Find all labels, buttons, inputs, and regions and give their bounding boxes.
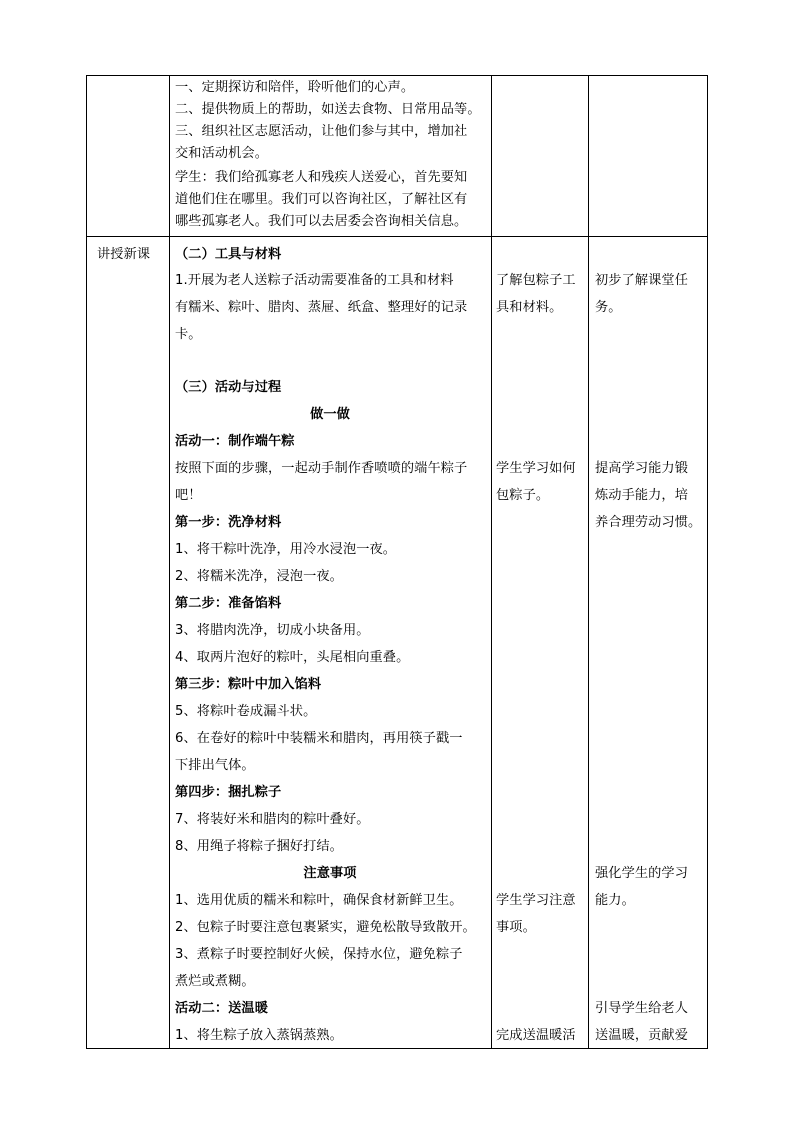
design-intent-line: 务。 — [595, 300, 622, 315]
content-line: 1、将干粽叶洗净，用冷水浸泡一夜。 — [175, 542, 397, 557]
content-line: 1、将生粽子放入蒸锅蒸熟。 — [175, 1028, 343, 1043]
centered-heading: 做一做 — [310, 407, 350, 422]
centered-heading: 注意事项 — [303, 866, 357, 881]
content-line: 1.开展为老人送粽子活动需要准备的工具和材料 — [175, 273, 454, 288]
content-line: 吧！ — [175, 488, 202, 503]
design-intent-line: 引导学生给老人 — [595, 1001, 689, 1016]
content-line: 7、将装好米和腊肉的粽叶叠好。 — [175, 812, 370, 827]
step-title: 第四步：捆扎粽子 — [175, 785, 282, 800]
content-line: 二、提供物质上的帮助，如送去食物、日常用品等。 — [175, 102, 481, 117]
content-line: 哪些孤寡老人。我们可以去居委会咨询相关信息。 — [175, 214, 468, 229]
content-line: 4、取两片泡好的粽叶，头尾相向重叠。 — [175, 650, 410, 665]
student-activity-line: 事项。 — [496, 920, 536, 935]
content-line: 交和活动机会。 — [175, 146, 269, 161]
design-intent-line: 强化学生的学习 — [595, 866, 689, 881]
design-intent-line: 初步了解课堂任 — [595, 273, 689, 288]
student-activity-line: 了解包粽子工 — [496, 273, 576, 288]
step-title: 第二步：准备馅料 — [175, 596, 282, 611]
activity-title: 活动二：送温暖 — [175, 1001, 269, 1016]
column-divider — [491, 76, 492, 1048]
lesson-plan-table — [86, 75, 708, 1049]
content-line: 6、在卷好的粽叶中装糯米和腊肉，再用筷子戳一 — [175, 731, 463, 746]
stage-label: 讲授新课 — [97, 247, 151, 262]
content-line: 道他们住在哪里。我们可以咨询社区，了解社区有 — [175, 192, 468, 207]
student-activity-line: 包粽子。 — [496, 488, 550, 503]
content-line: 下排出气体。 — [175, 758, 255, 773]
content-line: 5、将粽叶卷成漏斗状。 — [175, 704, 317, 719]
content-line: 一、定期探访和陪伴，聆听他们的心声。 — [175, 80, 415, 95]
content-line: 学生：我们给孤寡老人和残疾人送爱心，首先要知 — [175, 170, 468, 185]
design-intent-line: 炼动手能力，培 — [595, 488, 689, 503]
content-line: 3、将腊肉洗净，切成小块备用。 — [175, 623, 370, 638]
step-title: 第一步：洗净材料 — [175, 515, 282, 530]
column-divider — [169, 76, 170, 1048]
content-line: 卡。 — [175, 327, 202, 342]
step-title: 第三步：粽叶中加入馅料 — [175, 677, 322, 692]
design-intent-line: 送温暖，贡献爱 — [595, 1028, 689, 1043]
design-intent-line: 能力。 — [595, 893, 635, 908]
content-line: 2、将糯米洗净，浸泡一夜。 — [175, 569, 343, 584]
student-activity-line: 完成送温暖活 — [496, 1028, 576, 1043]
design-intent-line: 养合理劳动习惯。 — [595, 515, 702, 530]
section-heading: （二）工具与材料 — [175, 247, 282, 262]
student-activity-line: 学生学习如何 — [496, 461, 576, 476]
student-activity-line: 学生学习注意 — [496, 893, 576, 908]
design-intent-line: 提高学习能力锻 — [595, 461, 689, 476]
content-line: 有糯米、粽叶、腊肉、蒸屉、纸盒、整理好的记录 — [175, 300, 468, 315]
content-line: 2、包粽子时要注意包裹紧实，避免松散导致散开。 — [175, 920, 476, 935]
row-divider — [87, 236, 707, 237]
activity-title: 活动一：制作端午粽 — [175, 434, 295, 449]
student-activity-line: 具和材料。 — [496, 300, 563, 315]
content-line: 按照下面的步骤，一起动手制作香喷喷的端午粽子 — [175, 461, 468, 476]
content-line: 3、煮粽子时要控制好火候，保持水位，避免粽子 — [175, 947, 463, 962]
content-line: 煮烂或煮糊。 — [175, 974, 255, 989]
section-heading: （三）活动与过程 — [175, 380, 282, 395]
content-line: 三、组织社区志愿活动，让他们参与其中，增加社 — [175, 124, 468, 139]
content-line: 8、用绳子将粽子捆好打结。 — [175, 839, 343, 854]
column-divider — [588, 76, 589, 1048]
content-line: 1、选用优质的糯米和粽叶，确保食材新鲜卫生。 — [175, 893, 463, 908]
